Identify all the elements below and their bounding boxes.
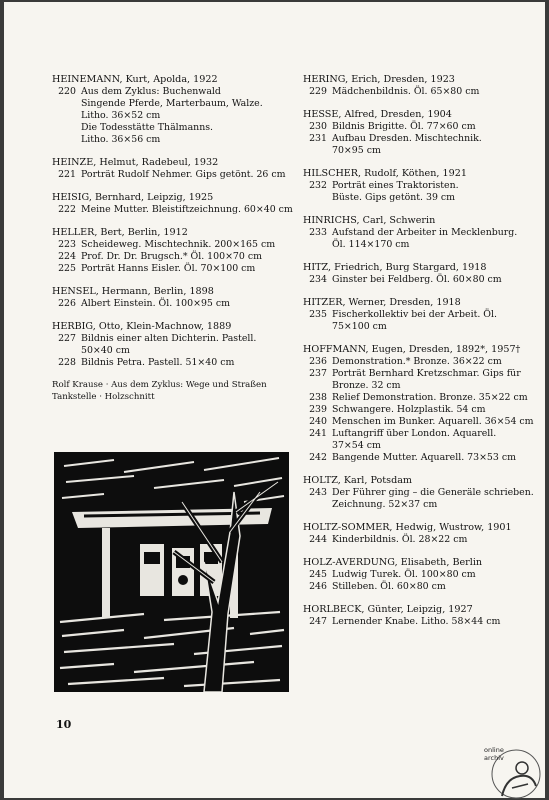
artist-entry (303, 262, 535, 286)
artist-name: HOLTZ, Karl, Potsdam (303, 475, 413, 486)
work-line: Albert Einstein. Öl. 100×95 cm (81, 298, 230, 309)
work-item (52, 251, 284, 263)
work-number: 233 (309, 227, 327, 238)
caption-line-2: Tankstelle · Holzschnitt (52, 391, 155, 402)
work-number: 237 (309, 368, 327, 379)
work-item (303, 616, 535, 628)
work-line: Bronze. 32 cm (332, 380, 401, 391)
artist-entry (52, 157, 284, 181)
artist-entry (303, 522, 535, 546)
work-item (52, 86, 284, 146)
artist-entry (303, 74, 535, 98)
artist-entry (52, 286, 284, 310)
work-line: Bildnis Brigitte. Öl. 77×60 cm (332, 121, 476, 132)
artist-name: HEINZE, Helmut, Radebeul, 1932 (52, 157, 219, 168)
work-description (332, 86, 535, 98)
work-item (303, 274, 535, 286)
work-line: Zeichnung. 52×37 cm (332, 499, 438, 510)
work-number: 245 (309, 569, 327, 580)
work-number: 225 (58, 263, 76, 274)
work-description (332, 392, 535, 404)
work-item (303, 452, 535, 464)
work-number: 228 (58, 357, 76, 368)
work-item (303, 416, 535, 428)
work-description (81, 204, 293, 216)
work-description (332, 569, 535, 581)
work-number: 247 (309, 616, 327, 627)
artist-name: HITZ, Friedrich, Burg Stargard, 1918 (303, 262, 487, 273)
archive-logo-text (484, 746, 504, 762)
artist-name: HERING, Erich, Dresden, 1923 (303, 74, 455, 85)
artist-entry (52, 227, 284, 275)
work-number: 246 (309, 581, 327, 592)
work-line: Stilleben. Öl. 60×80 cm (332, 581, 446, 592)
logo-line-2: archiv (484, 754, 504, 762)
work-line: Büste. Gips getönt. 39 cm (332, 192, 456, 203)
work-line: Kinderbildnis. Öl. 28×22 cm (332, 534, 468, 545)
work-item (303, 180, 535, 204)
work-line: Bangende Mutter. Aquarell. 73×53 cm (332, 452, 516, 463)
artist-name: HELLER, Bert, Berlin, 1912 (52, 227, 188, 238)
work-line: Singende Pferde, Marterbaum, Walze. (81, 98, 263, 109)
work-line: Luftangriff über London. Aquarell. (332, 428, 497, 439)
work-line: Öl. 114×170 cm (332, 239, 410, 250)
work-line: 75×100 cm (332, 321, 387, 332)
work-item (52, 333, 284, 357)
work-number: 238 (309, 392, 327, 403)
work-item (52, 169, 284, 181)
artist-entry (52, 321, 284, 369)
work-number: 222 (58, 204, 76, 215)
work-number: 231 (309, 133, 327, 144)
work-item (52, 239, 284, 251)
work-description (81, 239, 284, 251)
work-description (332, 534, 535, 546)
work-item (303, 133, 535, 157)
work-item (52, 204, 293, 216)
work-number: 240 (309, 416, 327, 427)
work-item (303, 392, 535, 404)
work-description (332, 309, 535, 333)
artist-name: HITZER, Werner, Dresden, 1918 (303, 297, 461, 308)
work-number: 230 (309, 121, 327, 132)
artist-entry (303, 475, 535, 511)
work-line: Porträt eines Traktoristen. (332, 180, 459, 191)
logo-line-1: online (484, 746, 504, 754)
work-line: Mädchenbildnis. Öl. 65×80 cm (332, 86, 480, 97)
work-number: 236 (309, 356, 327, 367)
work-item (303, 121, 535, 133)
work-number: 232 (309, 180, 327, 191)
artist-name: HOFFMANN, Eugen, Dresden, 1892*, 1957† (303, 344, 521, 355)
work-description (332, 487, 535, 511)
work-line: Scheideweg. Mischtechnik. 200×165 cm (81, 239, 276, 250)
work-line: 50×40 cm (81, 345, 130, 356)
work-description (332, 404, 535, 416)
work-line: Porträt Rudolf Nehmer. Gips getönt. 26 cm (81, 169, 286, 180)
work-description (332, 616, 535, 628)
work-description (332, 452, 535, 464)
work-item (303, 569, 535, 581)
work-item (303, 581, 535, 593)
artist-entry (303, 604, 535, 628)
right-entries (303, 74, 535, 628)
work-line: Meine Mutter. Bleistiftzeichnung. 60×40 cm (81, 204, 293, 215)
work-description (332, 356, 535, 368)
work-number: 227 (58, 333, 76, 344)
artist-entry (303, 297, 535, 333)
artist-name: HORLBECK, Günter, Leipzig, 1927 (303, 604, 473, 615)
work-line: 37×54 cm (332, 440, 381, 451)
work-line: Prof. Dr. Dr. Brugsch.* Öl. 100×70 cm (81, 251, 262, 262)
work-number: 224 (58, 251, 76, 262)
work-item (303, 309, 535, 333)
work-description (332, 368, 535, 392)
work-item (303, 487, 535, 511)
left-column (52, 74, 293, 403)
work-line: Schwangere. Holzplastik. 54 cm (332, 404, 486, 415)
work-number: 235 (309, 309, 327, 320)
work-description (332, 227, 535, 251)
work-number: 239 (309, 404, 327, 415)
work-number: 244 (309, 534, 327, 545)
work-description (332, 428, 535, 452)
work-description (332, 581, 535, 593)
work-line: Litho. 36×56 cm (81, 134, 161, 145)
left-entries (52, 74, 293, 369)
artist-entry (303, 215, 535, 251)
work-number: 229 (309, 86, 327, 97)
artist-name: HINRICHS, Carl, Schwerin (303, 215, 436, 226)
work-line: Bildnis einer alten Dichterin. Pastell. (81, 333, 257, 344)
artist-entry (52, 74, 284, 146)
work-line: Porträt Bernhard Kretzschmar. Gips für (332, 368, 521, 379)
artist-name: HILSCHER, Rudolf, Köthen, 1921 (303, 168, 467, 179)
work-line: Die Todesstätte Thälmanns. (81, 122, 214, 133)
work-item (303, 356, 535, 368)
work-line: 70×95 cm (332, 145, 381, 156)
artist-name: HOLZ-AVERDUNG, Elisabeth, Berlin (303, 557, 483, 568)
artist-name: HOLTZ-SOMMER, Hedwig, Wustrow, 1901 (303, 522, 512, 533)
work-number: 221 (58, 169, 76, 180)
work-number: 234 (309, 274, 327, 285)
work-description (332, 274, 535, 286)
caption-line-1: Rolf Krause · Aus dem Zyklus: Wege und Straßen (52, 380, 267, 390)
work-line: Bildnis Petra. Pastell. 51×40 cm (81, 357, 235, 368)
work-number: 243 (309, 487, 327, 498)
artist-entry (303, 168, 535, 204)
work-item (52, 263, 284, 275)
work-description (81, 263, 284, 275)
work-line: Ludwig Turek. Öl. 100×80 cm (332, 569, 476, 580)
work-number: 226 (58, 298, 76, 309)
work-line: Menschen im Bunker. Aquarell. 36×54 cm (332, 416, 534, 427)
work-number: 220 (58, 86, 76, 97)
artist-name: HESSE, Alfred, Dresden, 1904 (303, 109, 452, 120)
artist-entry (303, 344, 535, 464)
work-description (332, 180, 535, 204)
work-item (52, 357, 284, 369)
work-description (81, 333, 284, 357)
work-description (332, 121, 535, 133)
work-item (303, 368, 535, 392)
work-description (332, 133, 535, 157)
artist-name: HERBIG, Otto, Klein-Machnow, 1889 (52, 321, 232, 332)
artist-name: HEISIG, Bernhard, Leipzig, 1925 (52, 192, 214, 203)
work-item (303, 404, 535, 416)
work-item (303, 534, 535, 546)
work-line: Litho. 36×52 cm (81, 110, 161, 121)
work-description (81, 169, 286, 181)
woodcut-image (54, 452, 289, 692)
work-line: Aus dem Zyklus: Buchenwald (81, 86, 221, 97)
right-column (303, 74, 535, 639)
work-line: Relief Demonstration. Bronze. 35×22 cm (332, 392, 528, 403)
artist-entry (303, 109, 535, 157)
work-item (303, 86, 535, 98)
artist-entry (303, 557, 535, 593)
work-number: 223 (58, 239, 76, 250)
work-number: 242 (309, 452, 327, 463)
work-item (52, 298, 284, 310)
work-line: Ginster bei Feldberg. Öl. 60×80 cm (332, 274, 502, 285)
woodcut-caption (52, 380, 284, 403)
work-line: Lernender Knabe. Litho. 58×44 cm (332, 616, 501, 627)
work-line: Aufbau Dresden. Mischtechnik. (332, 133, 482, 144)
work-line: Fischerkollektiv bei der Arbeit. Öl. (332, 309, 497, 320)
work-number: 241 (309, 428, 327, 439)
work-description (81, 251, 284, 263)
page-number: 10 (56, 718, 72, 731)
work-line: Der Führer ging – die Generäle schrieben. (332, 487, 534, 498)
artist-entry (52, 192, 293, 216)
work-item (303, 227, 535, 251)
work-line: Porträt Hanns Eisler. Öl. 70×100 cm (81, 263, 256, 274)
work-item (303, 428, 535, 452)
artist-name: HENSEL, Hermann, Berlin, 1898 (52, 286, 214, 297)
work-line: Aufstand der Arbeiter in Mecklenburg. (332, 227, 518, 238)
work-description (81, 86, 284, 146)
work-line: Demonstration.* Bronze. 36×22 cm (332, 356, 502, 367)
work-description (81, 298, 284, 310)
work-description (332, 416, 535, 428)
work-description (81, 357, 284, 369)
artist-name: HEINEMANN, Kurt, Apolda, 1922 (52, 74, 218, 85)
